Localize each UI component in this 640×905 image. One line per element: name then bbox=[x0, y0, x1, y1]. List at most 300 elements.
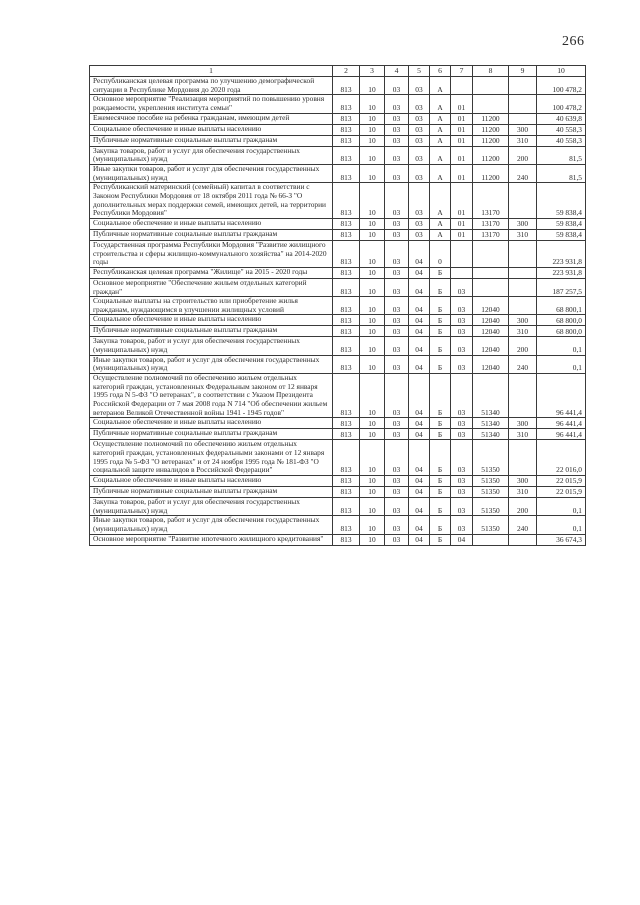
row-name-cell: Осуществление полномочий по обеспечению жильем отдельных категорий граждан, установленных Федеральным законом от 12 января 1995 года N 5-ФЗ "О ветеранах", в соответствии с Указом Президента Российской Федерации от 7 мая 2008 года N 714 "Об обеспечении жильем ветеранов Великой Отечественной войны 1941 - 1945 годов" bbox=[90, 374, 333, 418]
subprogram-code-cell: Б bbox=[430, 297, 451, 315]
section-code-cell: 10 bbox=[360, 516, 385, 534]
subsection-code-cell: 03 bbox=[385, 113, 409, 124]
subprogram-code-cell: Б bbox=[430, 267, 451, 278]
expense-type-code-cell: 310 bbox=[509, 326, 537, 337]
subprogram-code-cell: Б bbox=[430, 440, 451, 476]
expense-type-code-cell: 300 bbox=[509, 418, 537, 429]
section-code-cell: 10 bbox=[360, 278, 385, 296]
expense-type-code-cell bbox=[509, 95, 537, 113]
program-code-cell: 03 bbox=[409, 229, 430, 240]
subsection-code-cell: 03 bbox=[385, 267, 409, 278]
subsection-code-cell: 03 bbox=[385, 429, 409, 440]
section-code-cell: 10 bbox=[360, 229, 385, 240]
table-row bbox=[90, 278, 586, 296]
expense-type-code-cell: 310 bbox=[509, 135, 537, 146]
amount-cell: 187 257,5 bbox=[537, 278, 586, 296]
section-code-cell: 10 bbox=[360, 135, 385, 146]
subprogram-code-cell: А bbox=[430, 164, 451, 182]
row-name-cell: Социальное обеспечение и иные выплаты населению bbox=[90, 476, 333, 487]
activity-code-cell bbox=[451, 77, 473, 95]
amount-cell: 223 931,8 bbox=[537, 267, 586, 278]
expense-type-code-cell: 310 bbox=[509, 487, 537, 498]
program-code-cell: 04 bbox=[409, 487, 430, 498]
expense-type-code-cell: 300 bbox=[509, 218, 537, 229]
ministry-code-cell: 813 bbox=[333, 516, 360, 534]
row-name-cell: Государственная программа Республики Мордовия "Развитие жилищного строительства и сферы жилищно-коммунального хозяйства" на 2014-2020 годы bbox=[90, 240, 333, 267]
section-code-cell: 10 bbox=[360, 240, 385, 267]
amount-cell: 81,5 bbox=[537, 146, 586, 164]
column-header: 7 bbox=[451, 66, 473, 77]
expense-type-code-cell bbox=[509, 440, 537, 476]
expense-type-code-cell bbox=[509, 278, 537, 296]
subprogram-code-cell: Б bbox=[430, 429, 451, 440]
direction-code-cell: 12040 bbox=[473, 315, 509, 326]
activity-code-cell: 03 bbox=[451, 429, 473, 440]
section-code-cell: 10 bbox=[360, 315, 385, 326]
column-header: 2 bbox=[333, 66, 360, 77]
section-code-cell: 10 bbox=[360, 164, 385, 182]
column-header: 9 bbox=[509, 66, 537, 77]
subprogram-code-cell: Б bbox=[430, 418, 451, 429]
amount-cell: 40 558,3 bbox=[537, 124, 586, 135]
column-header: 10 bbox=[537, 66, 586, 77]
direction-code-cell: 11200 bbox=[473, 124, 509, 135]
row-name-cell: Основное мероприятие "Развитие ипотечного жилищного кредитования" bbox=[90, 534, 333, 545]
subsection-code-cell: 03 bbox=[385, 374, 409, 418]
subsection-code-cell: 03 bbox=[385, 516, 409, 534]
amount-cell: 59 838,4 bbox=[537, 229, 586, 240]
subsection-code-cell: 03 bbox=[385, 297, 409, 315]
table-row bbox=[90, 374, 586, 418]
column-header: 3 bbox=[360, 66, 385, 77]
row-name-cell: Иные закупки товаров, работ и услуг для обеспечения государственных (муниципальных) нужд bbox=[90, 164, 333, 182]
subsection-code-cell: 03 bbox=[385, 77, 409, 95]
subprogram-code-cell: Б bbox=[430, 476, 451, 487]
row-name-cell: Публичные нормативные социальные выплаты гражданам bbox=[90, 135, 333, 146]
ministry-code-cell: 813 bbox=[333, 355, 360, 373]
table-row bbox=[90, 498, 586, 516]
activity-code-cell: 01 bbox=[451, 164, 473, 182]
subprogram-code-cell: Б bbox=[430, 487, 451, 498]
subsection-code-cell: 03 bbox=[385, 183, 409, 219]
table-row bbox=[90, 124, 586, 135]
table-row bbox=[90, 229, 586, 240]
expense-type-code-cell: 240 bbox=[509, 516, 537, 534]
program-code-cell: 04 bbox=[409, 337, 430, 355]
amount-cell: 40 558,3 bbox=[537, 135, 586, 146]
ministry-code-cell: 813 bbox=[333, 315, 360, 326]
activity-code-cell: 03 bbox=[451, 278, 473, 296]
program-code-cell: 04 bbox=[409, 476, 430, 487]
subsection-code-cell: 03 bbox=[385, 135, 409, 146]
section-code-cell: 10 bbox=[360, 218, 385, 229]
amount-cell: 96 441,4 bbox=[537, 418, 586, 429]
direction-code-cell: 51350 bbox=[473, 487, 509, 498]
subsection-code-cell: 03 bbox=[385, 487, 409, 498]
activity-code-cell: 01 bbox=[451, 135, 473, 146]
direction-code-cell bbox=[473, 534, 509, 545]
table-row bbox=[90, 95, 586, 113]
row-name-cell: Социальные выплаты на строительство или приобретение жилья гражданам, нуждающимся в улучшении жилищных условий bbox=[90, 297, 333, 315]
column-header: 8 bbox=[473, 66, 509, 77]
ministry-code-cell: 813 bbox=[333, 297, 360, 315]
expense-type-code-cell: 300 bbox=[509, 476, 537, 487]
activity-code-cell: 01 bbox=[451, 113, 473, 124]
activity-code-cell: 03 bbox=[451, 297, 473, 315]
direction-code-cell: 51350 bbox=[473, 440, 509, 476]
subprogram-code-cell: А bbox=[430, 124, 451, 135]
ministry-code-cell: 813 bbox=[333, 183, 360, 219]
program-code-cell: 04 bbox=[409, 278, 430, 296]
direction-code-cell: 13170 bbox=[473, 183, 509, 219]
activity-code-cell: 03 bbox=[451, 355, 473, 373]
expense-type-code-cell bbox=[509, 267, 537, 278]
section-code-cell: 10 bbox=[360, 77, 385, 95]
amount-cell: 100 478,2 bbox=[537, 95, 586, 113]
subprogram-code-cell: Б bbox=[430, 278, 451, 296]
row-name-cell: Закупка товаров, работ и услуг для обеспечения государственных (муниципальных) нужд bbox=[90, 337, 333, 355]
ministry-code-cell: 813 bbox=[333, 95, 360, 113]
program-code-cell: 03 bbox=[409, 77, 430, 95]
activity-code-cell bbox=[451, 240, 473, 267]
amount-cell: 22 016,0 bbox=[537, 440, 586, 476]
activity-code-cell: 03 bbox=[451, 476, 473, 487]
ministry-code-cell: 813 bbox=[333, 135, 360, 146]
expense-type-code-cell bbox=[509, 297, 537, 315]
table-row bbox=[90, 418, 586, 429]
program-code-cell: 04 bbox=[409, 498, 430, 516]
expense-type-code-cell bbox=[509, 534, 537, 545]
subsection-code-cell: 03 bbox=[385, 315, 409, 326]
subprogram-code-cell: А bbox=[430, 218, 451, 229]
program-code-cell: 03 bbox=[409, 113, 430, 124]
table-row bbox=[90, 429, 586, 440]
direction-code-cell bbox=[473, 267, 509, 278]
ministry-code-cell: 813 bbox=[333, 229, 360, 240]
row-name-cell: Публичные нормативные социальные выплаты гражданам bbox=[90, 429, 333, 440]
ministry-code-cell: 813 bbox=[333, 326, 360, 337]
subsection-code-cell: 03 bbox=[385, 326, 409, 337]
program-code-cell: 03 bbox=[409, 218, 430, 229]
section-code-cell: 10 bbox=[360, 534, 385, 545]
subsection-code-cell: 03 bbox=[385, 146, 409, 164]
subprogram-code-cell: Б bbox=[430, 374, 451, 418]
expense-type-code-cell: 200 bbox=[509, 498, 537, 516]
table-row bbox=[90, 355, 586, 373]
direction-code-cell: 51350 bbox=[473, 476, 509, 487]
amount-cell: 96 441,4 bbox=[537, 374, 586, 418]
table-row bbox=[90, 337, 586, 355]
amount-cell: 0,1 bbox=[537, 337, 586, 355]
row-name-cell: Основное мероприятие "Обеспечение жильем отдельных категорий граждан" bbox=[90, 278, 333, 296]
subprogram-code-cell: А bbox=[430, 229, 451, 240]
program-code-cell: 04 bbox=[409, 440, 430, 476]
expense-type-code-cell: 240 bbox=[509, 164, 537, 182]
expense-type-code-cell bbox=[509, 183, 537, 219]
activity-code-cell: 03 bbox=[451, 326, 473, 337]
subprogram-code-cell: А bbox=[430, 95, 451, 113]
activity-code-cell: 03 bbox=[451, 498, 473, 516]
table-row bbox=[90, 218, 586, 229]
amount-cell: 59 838,4 bbox=[537, 183, 586, 219]
direction-code-cell: 11200 bbox=[473, 146, 509, 164]
subprogram-code-cell: А bbox=[430, 77, 451, 95]
ministry-code-cell: 813 bbox=[333, 498, 360, 516]
table-row bbox=[90, 113, 586, 124]
table-body bbox=[90, 77, 586, 546]
program-code-cell: 03 bbox=[409, 164, 430, 182]
expense-type-code-cell: 310 bbox=[509, 429, 537, 440]
column-header: 6 bbox=[430, 66, 451, 77]
row-name-cell: Социальное обеспечение и иные выплаты населению bbox=[90, 418, 333, 429]
direction-code-cell bbox=[473, 278, 509, 296]
amount-cell: 68 800,1 bbox=[537, 297, 586, 315]
amount-cell: 223 931,8 bbox=[537, 240, 586, 267]
direction-code-cell bbox=[473, 95, 509, 113]
table-row bbox=[90, 516, 586, 534]
direction-code-cell: 13170 bbox=[473, 218, 509, 229]
program-code-cell: 03 bbox=[409, 183, 430, 219]
program-code-cell: 03 bbox=[409, 124, 430, 135]
section-code-cell: 10 bbox=[360, 498, 385, 516]
row-name-cell: Публичные нормативные социальные выплаты гражданам bbox=[90, 487, 333, 498]
amount-cell: 36 674,3 bbox=[537, 534, 586, 545]
table-row bbox=[90, 534, 586, 545]
direction-code-cell: 13170 bbox=[473, 229, 509, 240]
expense-type-code-cell: 300 bbox=[509, 315, 537, 326]
subprogram-code-cell: Б bbox=[430, 315, 451, 326]
expense-type-code-cell bbox=[509, 240, 537, 267]
row-name-cell: Ежемесячное пособие на ребенка гражданам, имеющим детей bbox=[90, 113, 333, 124]
expense-type-code-cell bbox=[509, 113, 537, 124]
ministry-code-cell: 813 bbox=[333, 534, 360, 545]
subprogram-code-cell: Б bbox=[430, 516, 451, 534]
program-code-cell: 04 bbox=[409, 418, 430, 429]
subsection-code-cell: 03 bbox=[385, 355, 409, 373]
activity-code-cell: 01 bbox=[451, 183, 473, 219]
subprogram-code-cell: Б bbox=[430, 534, 451, 545]
activity-code-cell bbox=[451, 267, 473, 278]
column-number-row bbox=[90, 66, 586, 77]
column-header: 5 bbox=[409, 66, 430, 77]
expense-type-code-cell bbox=[509, 77, 537, 95]
subprogram-code-cell: Б bbox=[430, 498, 451, 516]
activity-code-cell: 01 bbox=[451, 229, 473, 240]
row-name-cell: Социальное обеспечение и иные выплаты населению bbox=[90, 124, 333, 135]
direction-code-cell: 11200 bbox=[473, 113, 509, 124]
activity-code-cell: 03 bbox=[451, 516, 473, 534]
section-code-cell: 10 bbox=[360, 355, 385, 373]
activity-code-cell: 03 bbox=[451, 315, 473, 326]
program-code-cell: 04 bbox=[409, 326, 430, 337]
ministry-code-cell: 813 bbox=[333, 113, 360, 124]
ministry-code-cell: 813 bbox=[333, 374, 360, 418]
ministry-code-cell: 813 bbox=[333, 429, 360, 440]
section-code-cell: 10 bbox=[360, 374, 385, 418]
table-row bbox=[90, 487, 586, 498]
table-row bbox=[90, 240, 586, 267]
expense-type-code-cell bbox=[509, 374, 537, 418]
amount-cell: 100 478,2 bbox=[537, 77, 586, 95]
table-row bbox=[90, 326, 586, 337]
direction-code-cell: 12040 bbox=[473, 297, 509, 315]
expense-type-code-cell: 240 bbox=[509, 355, 537, 373]
program-code-cell: 04 bbox=[409, 297, 430, 315]
row-name-cell: Закупка товаров, работ и услуг для обеспечения государственных (муниципальных) нужд bbox=[90, 498, 333, 516]
column-header: 1 bbox=[90, 66, 333, 77]
subprogram-code-cell: 0 bbox=[430, 240, 451, 267]
direction-code-cell: 51340 bbox=[473, 374, 509, 418]
subprogram-code-cell: А bbox=[430, 183, 451, 219]
direction-code-cell bbox=[473, 77, 509, 95]
activity-code-cell: 03 bbox=[451, 487, 473, 498]
direction-code-cell: 51350 bbox=[473, 498, 509, 516]
activity-code-cell: 03 bbox=[451, 418, 473, 429]
row-name-cell: Социальное обеспечение и иные выплаты населению bbox=[90, 218, 333, 229]
activity-code-cell: 03 bbox=[451, 440, 473, 476]
row-name-cell: Иные закупки товаров, работ и услуг для обеспечения государственных (муниципальных) нужд bbox=[90, 516, 333, 534]
table-row bbox=[90, 164, 586, 182]
row-name-cell: Публичные нормативные социальные выплаты гражданам bbox=[90, 229, 333, 240]
section-code-cell: 10 bbox=[360, 124, 385, 135]
row-name-cell: Социальное обеспечение и иные выплаты населению bbox=[90, 315, 333, 326]
ministry-code-cell: 813 bbox=[333, 476, 360, 487]
amount-cell: 22 015,9 bbox=[537, 476, 586, 487]
section-code-cell: 10 bbox=[360, 418, 385, 429]
section-code-cell: 10 bbox=[360, 440, 385, 476]
subprogram-code-cell: Б bbox=[430, 326, 451, 337]
subprogram-code-cell: А bbox=[430, 135, 451, 146]
program-code-cell: 04 bbox=[409, 429, 430, 440]
ministry-code-cell: 813 bbox=[333, 487, 360, 498]
subprogram-code-cell: А bbox=[430, 113, 451, 124]
subsection-code-cell: 03 bbox=[385, 240, 409, 267]
table-row bbox=[90, 146, 586, 164]
subsection-code-cell: 03 bbox=[385, 124, 409, 135]
subsection-code-cell: 03 bbox=[385, 278, 409, 296]
program-code-cell: 04 bbox=[409, 240, 430, 267]
program-code-cell: 04 bbox=[409, 267, 430, 278]
activity-code-cell: 03 bbox=[451, 374, 473, 418]
ministry-code-cell: 813 bbox=[333, 240, 360, 267]
subsection-code-cell: 03 bbox=[385, 337, 409, 355]
direction-code-cell: 51350 bbox=[473, 516, 509, 534]
table-header bbox=[90, 66, 586, 77]
subsection-code-cell: 03 bbox=[385, 534, 409, 545]
program-code-cell: 04 bbox=[409, 315, 430, 326]
table-row bbox=[90, 297, 586, 315]
program-code-cell: 04 bbox=[409, 355, 430, 373]
subsection-code-cell: 03 bbox=[385, 95, 409, 113]
section-code-cell: 10 bbox=[360, 337, 385, 355]
expense-type-code-cell: 300 bbox=[509, 124, 537, 135]
budget-table bbox=[89, 65, 586, 546]
table-row bbox=[90, 77, 586, 95]
ministry-code-cell: 813 bbox=[333, 146, 360, 164]
direction-code-cell bbox=[473, 240, 509, 267]
table-row bbox=[90, 183, 586, 219]
row-name-cell: Публичные нормативные социальные выплаты гражданам bbox=[90, 326, 333, 337]
table-row bbox=[90, 315, 586, 326]
row-name-cell: Осуществление полномочий по обеспечению жильем отдельных категорий граждан, установленных федеральными законами от 12 января 1995 года № 5-ФЗ "О ветеранах" и от 24 ноября 1995 года № 181-ФЗ "О социальной защите инвалидов в Российской Федерации" bbox=[90, 440, 333, 476]
ministry-code-cell: 813 bbox=[333, 337, 360, 355]
table-row bbox=[90, 267, 586, 278]
section-code-cell: 10 bbox=[360, 487, 385, 498]
program-code-cell: 04 bbox=[409, 516, 430, 534]
section-code-cell: 10 bbox=[360, 267, 385, 278]
program-code-cell: 03 bbox=[409, 146, 430, 164]
activity-code-cell: 01 bbox=[451, 218, 473, 229]
expense-type-code-cell: 200 bbox=[509, 146, 537, 164]
subsection-code-cell: 03 bbox=[385, 476, 409, 487]
row-name-cell: Закупка товаров, работ и услуг для обеспечения государственных (муниципальных) нужд bbox=[90, 146, 333, 164]
subprogram-code-cell: Б bbox=[430, 355, 451, 373]
row-name-cell: Иные закупки товаров, работ и услуг для обеспечения государственных (муниципальных) нужд bbox=[90, 355, 333, 373]
amount-cell: 22 015,9 bbox=[537, 487, 586, 498]
activity-code-cell: 04 bbox=[451, 534, 473, 545]
direction-code-cell: 11200 bbox=[473, 135, 509, 146]
subsection-code-cell: 03 bbox=[385, 164, 409, 182]
amount-cell: 0,1 bbox=[537, 355, 586, 373]
amount-cell: 0,1 bbox=[537, 498, 586, 516]
direction-code-cell: 12040 bbox=[473, 355, 509, 373]
subsection-code-cell: 03 bbox=[385, 229, 409, 240]
section-code-cell: 10 bbox=[360, 146, 385, 164]
section-code-cell: 10 bbox=[360, 326, 385, 337]
amount-cell: 96 441,4 bbox=[537, 429, 586, 440]
program-code-cell: 03 bbox=[409, 95, 430, 113]
amount-cell: 59 838,4 bbox=[537, 218, 586, 229]
ministry-code-cell: 813 bbox=[333, 164, 360, 182]
program-code-cell: 03 bbox=[409, 135, 430, 146]
table-row bbox=[90, 135, 586, 146]
ministry-code-cell: 813 bbox=[333, 440, 360, 476]
subprogram-code-cell: А bbox=[430, 146, 451, 164]
row-name-cell: Республиканская целевая программа "Жилище" на 2015 - 2020 годы bbox=[90, 267, 333, 278]
subsection-code-cell: 03 bbox=[385, 498, 409, 516]
row-name-cell: Республиканский материнский (семейный) капитал в соответствии с Законом Республики Мордовия от 18 октября 2011 года № 66-З "О дополнительных мерах поддержки семей, имеющих детей, на территории Республики Мордовия" bbox=[90, 183, 333, 219]
subprogram-code-cell: Б bbox=[430, 337, 451, 355]
expense-type-code-cell: 200 bbox=[509, 337, 537, 355]
row-name-cell: Республиканская целевая программа по улучшению демографической ситуации в Республике Мордовия до 2020 года bbox=[90, 77, 333, 95]
amount-cell: 81,5 bbox=[537, 164, 586, 182]
section-code-cell: 10 bbox=[360, 95, 385, 113]
section-code-cell: 10 bbox=[360, 113, 385, 124]
ministry-code-cell: 813 bbox=[333, 218, 360, 229]
amount-cell: 68 800,0 bbox=[537, 315, 586, 326]
amount-cell: 0,1 bbox=[537, 516, 586, 534]
page-number: 266 bbox=[562, 34, 585, 49]
table-row bbox=[90, 440, 586, 476]
direction-code-cell: 51340 bbox=[473, 418, 509, 429]
row-name-cell: Основное мероприятие "Реализация мероприятий по повышению уровня рождаемости, укрепления института семьи" bbox=[90, 95, 333, 113]
amount-cell: 68 800,0 bbox=[537, 326, 586, 337]
table-row bbox=[90, 476, 586, 487]
direction-code-cell: 51340 bbox=[473, 429, 509, 440]
activity-code-cell: 01 bbox=[451, 146, 473, 164]
direction-code-cell: 12040 bbox=[473, 337, 509, 355]
subsection-code-cell: 03 bbox=[385, 440, 409, 476]
program-code-cell: 04 bbox=[409, 374, 430, 418]
ministry-code-cell: 813 bbox=[333, 77, 360, 95]
subsection-code-cell: 03 bbox=[385, 218, 409, 229]
program-code-cell: 04 bbox=[409, 534, 430, 545]
activity-code-cell: 03 bbox=[451, 337, 473, 355]
section-code-cell: 10 bbox=[360, 429, 385, 440]
column-header: 4 bbox=[385, 66, 409, 77]
subsection-code-cell: 03 bbox=[385, 418, 409, 429]
amount-cell: 40 639,8 bbox=[537, 113, 586, 124]
